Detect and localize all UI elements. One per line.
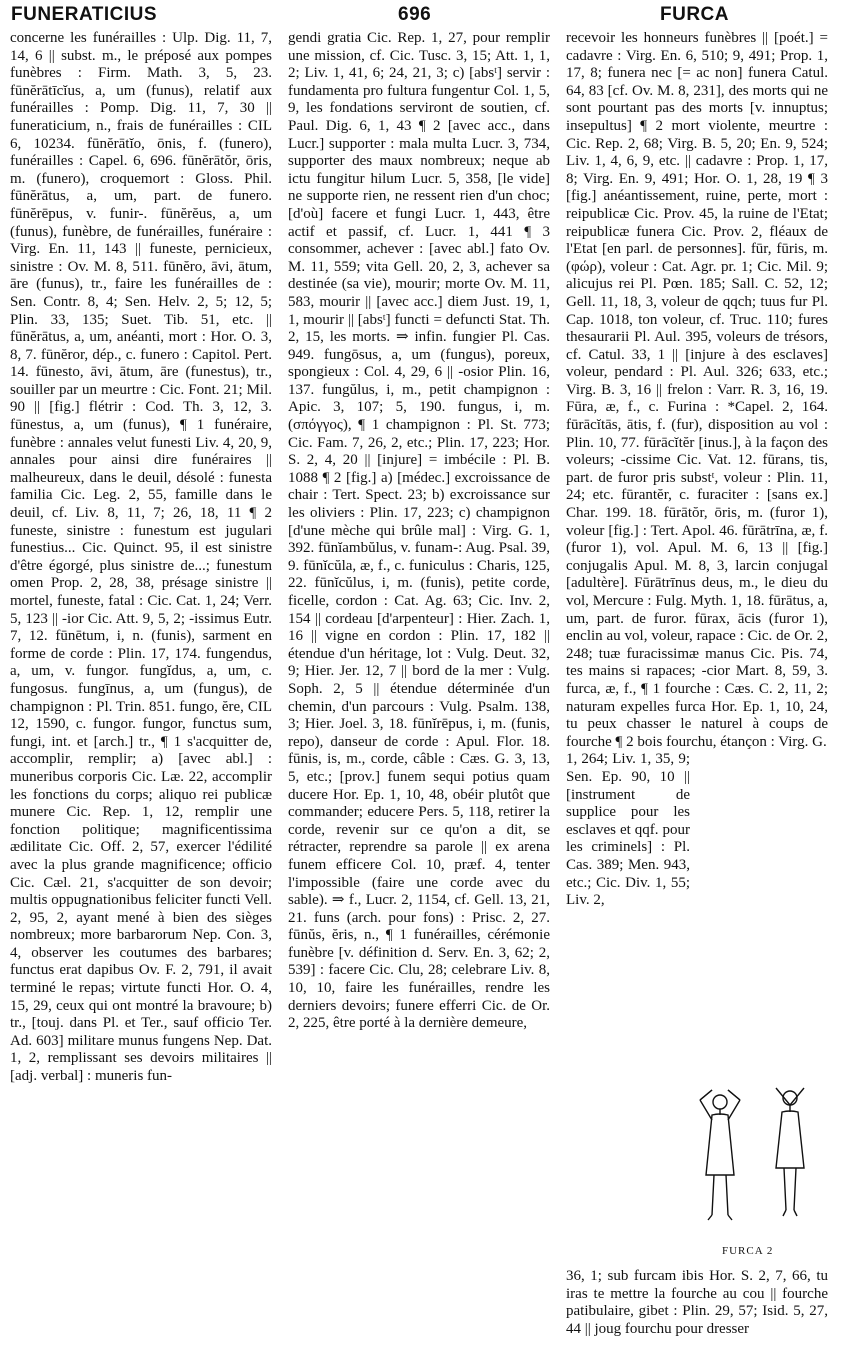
- column-3-top-text: recevoir les honneurs funèbres || [poét.] = cadavre : Virg. En. 6, 510; 9, 491; Prop. 1, 17, 8; funera nec [= ac non] funera Catul. 64, 83 [cf. Ov. M. 8, 231], des morts qui ne sont pourtant pas des morts [v. innuptus; insepultus] ¶ 2 mort violente, meurtre : Cic. Rep. 2, 68; Virg. B. 5, 20; En. 9, 524; Liv. 1, 4, 6, 9, etc. || cadavre : Prop. 1, 17, 8; Virg. En. 9, 491; Hor. O. 1, 28, 19 ¶ 3 [fig.] anéantissement, ruine, perte, mort : reipublicæ Cic. Prov. 45, la ruine de l'Etat; reipublicæ funera Cic. Prov. 2, fléaux de l'Etat [en parl. de personnes]. fūr, fūris, m. (φώρ), voleur : Cat. Agr. pr. 1; Cic. Mil. 9; alicujus rei Pl. Pœn. 185; Sall. C. 52, 12; Gell. 11, 18, 3, voleur de qqch; tuus fur Pl. Cap. 1018, ton voleur, cf. Truc. 110; fures thesaurarii Pl. Aul. 395, voleurs de trésors, cf. Catul. 33, 1 || [injure à des esclaves] voleur, pendard : Pl. Aul. 326; 633, etc.; Virg. B. 3, 16 || frelon : Varr. R. 3, 16, 19. Fūra, æ, f., c. Furina : *Capel. 2, 164. fūrācĭtās, ātis, f. (fur), disposition au vol : Plin. 10, 77. fūrācĭtĕr [inus.], à la façon des voleurs; -cissime Cic. Vat. 12. fūrans, tis, part. de furor pris substᵗ, voleur : Plin. 11, 24; etc. fūrantĕr, c. furaciter : [sans ex.] Char. 199. 18. fūrātŏr, ōris, m. (furor 1), voleur [fig.] : Tert. Apol. 46. fūrātrīna, æ, f. (furor 1), vol. Apul. M. 6, 13 || [fig.] conjugalis Apul. M. 8, 3, larcin conjugal [adultère]. Fūrātrīnus deus, m., le dieu du vol, Mercure : Fulg. Myth. 1, 18. fūrātus, a, um, part. de furor. fūrax, ācis (furor 1), enclin au vol, voleur, rapace : Cic. de Or. 2, 248; tuæ furacissimæ manus Cic. Pis. 74, tes mains si rapaces; -cior Mart. 8, 59, 3. furca, æ, f., ¶ 1 fourche : Cæs. C. 2, 11, 2; naturam expelles furca Hor. Ep. 1, 10, 24, tu peux chasser le naturel à coups de fourche ¶ 2 bois fourchu, étançon : Virg. G.: [566, 30, 828, 750]
- column-3-bottom: 36, 1; sub furcam ibis Hor. S. 2, 7, 66, tu iras te mettre la fourche au cou || fourche patibulaire, gibet : Plin. 29, 57; Isid. 5, 27, 44 || joug fourchu pour dresser: [566, 1268, 828, 1337]
- furca-figure-icon: [690, 1080, 830, 1250]
- page-header: [0, 0, 841, 26]
- header-left-guideword: FUNERATICIUS: [11, 4, 158, 25]
- header-right-guideword: FURCA: [660, 4, 729, 25]
- column-2: gendi gratia Cic. Rep. 1, 27, pour remplir une mission, cf. Cic. Tusc. 3, 15; Att. 1, 1, 2; Liv. 1, 41, 6; 24, 21, 3; c) [absᵗ] servir : fundamenta pro fultura fungentur Col. 1, 5, 9, les fondations serviront de soutien, cf. Paul. Dig. 6, 1, 43 ¶ 2 [avec acc., dans Lucr.] supporter : mala multa Lucr. 3, 734, supporter des maux nombreux; neque ab ictu fungitur hilum Lucr. 5, 358, [le vide] ne supporte rien, ne ressent rien d'un choc; [d'où] facere et fungi Lucr. 1, 443, être actif et passif, cf. Lucr. 1, 441 ¶ 3 consommer, achever : [avec abl.] fato Ov. M. 11, 559; vita Gell. 20, 2, 3, achever sa destinée (sa vie), mourir; morte Ov. M. 11, 583, mourir || [avec acc.] diem Just. 19, 1, 1, mourir || [absᵗ] functi = defuncti Stat. Th. 2, 15, les morts. ⇒ infin. fungier Pl. Cas. 949. fungōsus, a, um (fungus), poreux, spongieux : Col. 4, 29, 6 || -osior Plin. 16, 137. fungŭlus, i, m., petit champignon : Apic. 3, 107; 5, 190. fungus, i, m. (σπόγγος), ¶ 1 champignon : Pl. St. 773; Cic. Fam. 7, 26, 2, etc.; Plin. 17, 223; Hor. S. 2, 4, 20 || [injure] = imbécile : Pl. B. 1088 ¶ 2 [fig.] a) [médec.] excroissance de chair : Tert. Spect. 23; b) excroissance sur les oliviers : Plin. 17, 223; c) champignon [d'une mèche qui brûle mal] : Virg. G. 1, 392. fūnĭambŭlus, v. funam-: Aug. Psal. 39, 9. fūnĭcŭla, æ, f., c. funiculus : Charis, 125, 22. fūnĭcŭlus, i, m. (funis), petite corde, ficelle, cordon : Cat. Ag. 63; Cic. Inv. 2, 154 || cordeau [d'arpenteur] : Hier. Zach. 1, 16 || vigne en cordon : Plin. 17, 182 || étendue d'un héritage, lot : Vulg. Deut. 32, 9; Hier. Jer. 12, 7 || bord de la mer : Vulg. Soph. 2, 5 || étendue déterminée d'un chemin, d'un parcours : Vulg. Psalm. 138, 3; Hier. Joel. 3, 18. fūnĭrēpus, i, m. (funis, repo), danseur de corde : Apul. Flor. 18. fūnis, is, m., corde, câble : Cæs. G. 3, 13, 5, etc.; [prov.] funem sequi potius quam ducere Hor. Ep. 1, 10, 48, obéir plutôt que commander; educere Pers. 5, 118, retirer la corde, revenir sur ce qu'on a dit, se rétracter, reprendre sa parole || ex arena funem efficere Col. 10, præf. 4, tenter l'impossible (faire une corde avec du sable). ⇒ f., Lucr. 2, 1154, cf. Gell. 13, 21, 21. funs (arch. pour fons) : Prisc. 2, 27. fūnŭs, ĕris, n., ¶ 1 funérailles, cérémonie funèbre [v. définition d. Serv. En. 3, 62; 2, 539] : facere Cic. Clu, 28; celebrare Liv. 8, 10, 10, faire les funérailles, rendre les derniers devoirs; funere efferri Cic. de Or. 2, 225, être porté à la dernière demeure,: [288, 30, 550, 1032]
- column-3-narrow-text: 1, 264; Liv. 1, 35, 9; Sen. Ep. 90, 10 || [instrument de supplice pour les esclaves et qqf. pour les criminels] : Pl. Cas. 389; Men. 943, etc.; Cic. Div. 1, 55; Liv. 2,: [566, 751, 690, 909]
- figure-caption: FURCA 2: [722, 1245, 774, 1257]
- page-number: 696: [398, 4, 432, 25]
- furca-illustration: [690, 1080, 830, 1260]
- column-1: concerne les funérailles : Ulp. Dig. 11, 7, 14, 6 || subst. m., le préposé aux pompes funèbres : Firm. Math. 3, 5, 23. fūnĕrātīcĭus, a, um (funus), relatif aux funérailles : Pomp. Dig. 11, 7, 30 || funeraticium, n., frais de funérailles : CIL 6, 10234. fūnĕrātĭo, ōnis, f. (funero), funérailles : Capel. 6, 696. fūnĕrātŏr, ōris, m. (funero), croquemort : Gloss. Phil. fūnĕrātus, a, um, part. de funero. fūnĕrēpus, v. funir-. fūnĕrĕus, a, um (funus), funèbre, de funérailles, funéraire : Virg. En. 11, 143 || funeste, pernicieux, sinistre : Ov. M. 8, 511. fūnĕro, āvi, ātum, āre (funus), tr., faire les funérailles de : Sen. Contr. 8, 4; Sen. Helv. 2, 5; 12, 5; Plin. 33, 135; Suet. Tib. 51, etc. || fūnĕrātus, a, um, anéanti, mort : Hor. O. 3, 8, 7. fūnĕror, dép., c. funero : Capitol. Pert. 14. fūnesto, āvi, ātum, āre (funestus), tr., souiller par un meurtre : Cic. Font. 21; Mil. 90 || [fig.] flétrir : Cod. Th. 3, 12, 3. fūnestus, a, um (funus), ¶ 1 funéraire, funèbre : annales velut funesti Liv. 4, 20, 9, annales pour ainsi dire funéraires || malheureux, dans le deuil, désolé : funesta familia Cic. Leg. 2, 55, famille dans le deuil, cf. Liv. 8, 11, 7; 26, 18, 11 ¶ 2 funeste, sinistre : funestum est jugulari funestius... Cic. Quinct. 95, il est sinistre d'être égorgé, plus sinistre de...; funestum omen Prop. 2, 28, 38, présage sinistre || mortel, funeste, fatal : Cic. Cat. 1, 24; Verr. 5, 123 || -ior Cic. Att. 9, 5, 2; -issimus Eutr. 7, 12. fūnētum, i, n. (funis), sarment en forme de corde : Plin. 17, 174. fungendus, a, um, v. fungor. fungĭdus, a, um, c. fungosus. fungīnus, a, um (fungus), de champignon : Pl. Trin. 851. fungo, ĕre, CIL 12, 1590, c. fungor. fungor, functus sum, fungi, int. et [arch.] tr., ¶ 1 s'acquitter de, accomplir, remplir; a) [avec abl.] : muneribus corporis Cic. Læ. 22, accomplir les fonctions du corps; aliquo rei publicæ munere Cic. Rep. 1, 12, remplir une fonction politique; magnificentissima ædilitate Cic. Off. 2, 57, exercer l'édilité avec la plus grande magnificence; officio Cic. Cæl. 21, s'acquitter de son devoir; multis oppugnationibus feliciter functi Vell. 2, 95, 2, ayant mené à bien des sièges nombreux; more barbarorum Nep. Con. 3, 4, observer les coutumes des barbares; functus erat dapibus Ov. F. 2, 791, il avait terminé le repas; virtute functi Hor. O. 4, 15, 29, ceux qui ont montré la bravoure; b) tr., [touj. dans Pl. et Ter., sauf officio Ter. Ad. 603] militare munus fungens Nep. Dat. 1, 2, remplissant ses devoirs militaires || [adj. verbal] : muneris fun-: [10, 30, 272, 1085]
